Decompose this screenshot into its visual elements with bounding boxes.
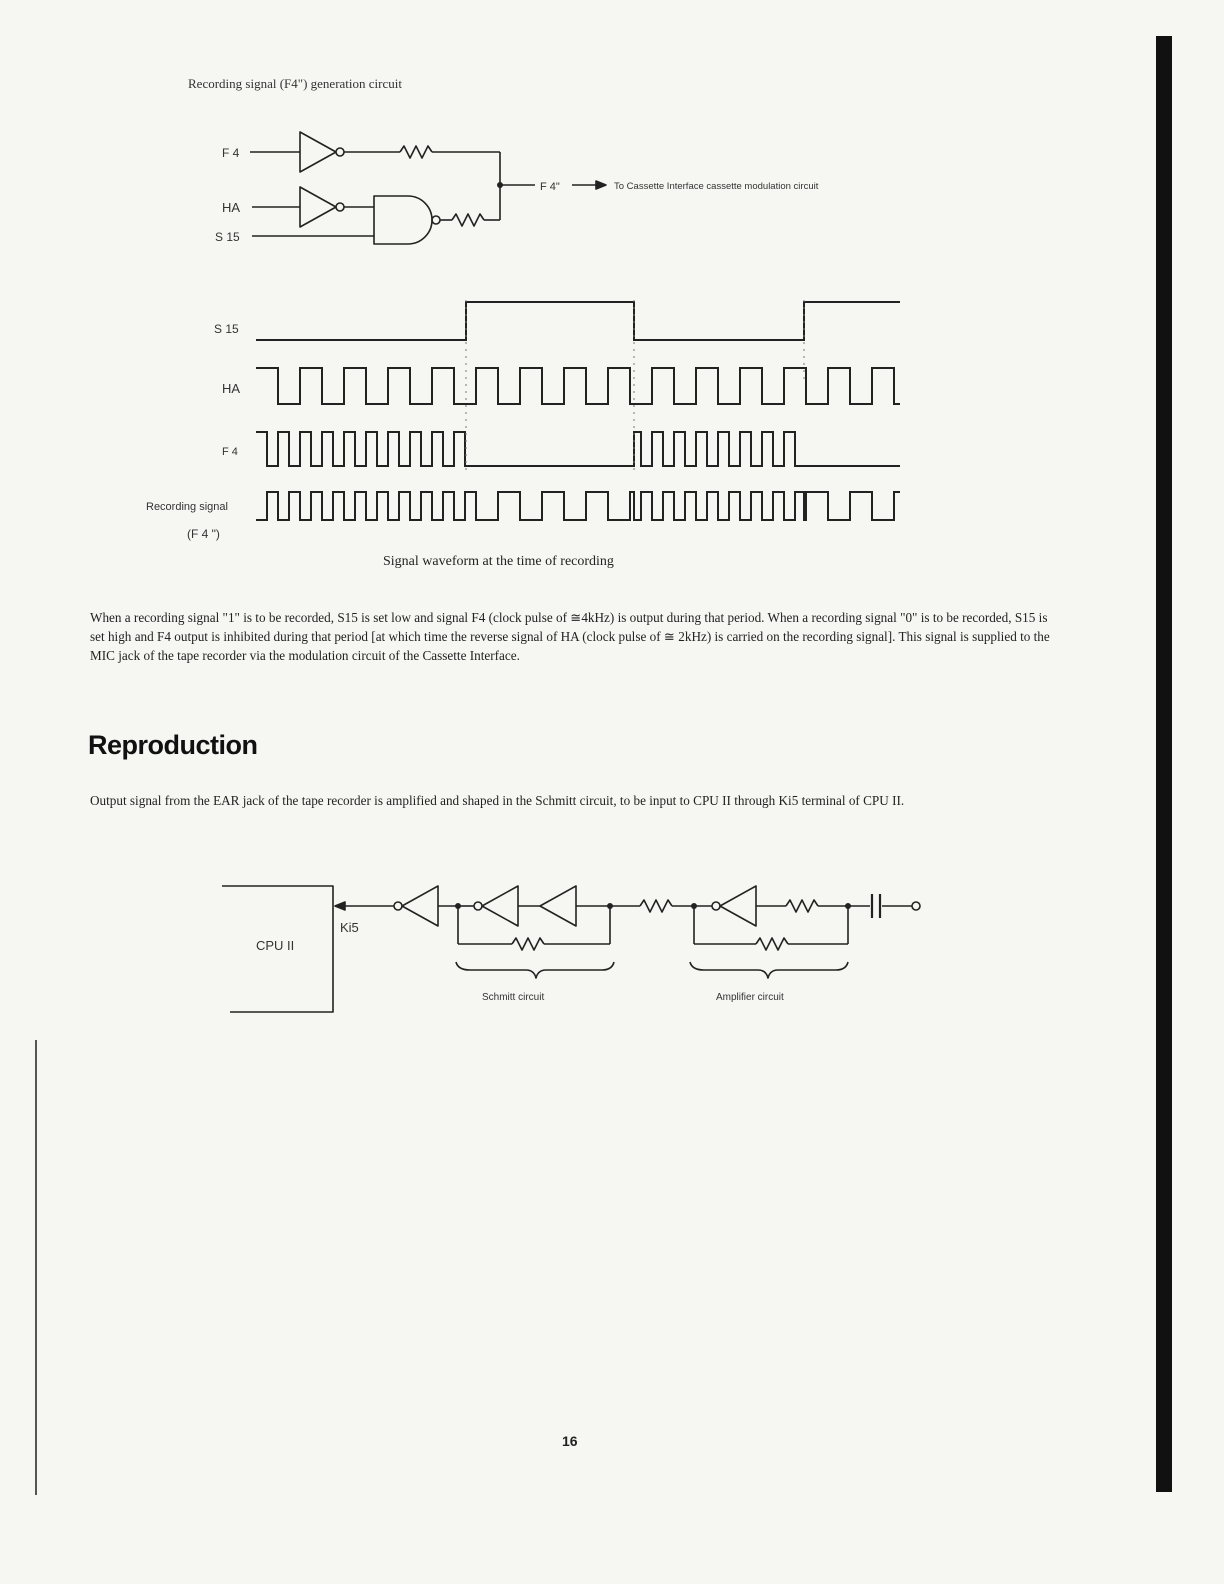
wave-label-ha: HA (222, 381, 241, 396)
resistor-amplifier-feedback (756, 938, 788, 950)
page-number: 16 (562, 1433, 578, 1449)
terminal-label-ki5: Ki5 (340, 920, 359, 935)
schmitt-brace (456, 962, 614, 978)
recording-description-paragraph: When a recording signal "1" is to be recorded, S15 is set low and signal F4 (clock pulse of ≅4kHz) is output during that period. When a recording signal "0" is to be recorded, S15 is set high and F4 output is inhibited during that period [at which time the reverse signal of HA (clock pulse of ≅ 2kHz) is carried on the recording signal]. This signal is supplied to the MIC jack of the tape recorder via the modulation circuit of the Cassette Interface. (90, 610, 1050, 663)
wave-label-s15: S 15 (214, 322, 239, 336)
gen-label-f4: F 4 (222, 146, 240, 160)
gen-label-output: F 4" (540, 181, 560, 193)
recording-signal-waveform (256, 492, 900, 520)
timing-diagram (256, 302, 900, 520)
ha-waveform (256, 368, 900, 404)
gen-label-destination: To Cassette Interface cassette modulation circuit (614, 181, 819, 192)
inverter-amplifier (720, 886, 756, 926)
generation-junction-dots (497, 182, 503, 188)
wave-label-f4: F 4 (222, 446, 238, 458)
generation-circuit-caption: Recording signal (F4") generation circuit (188, 76, 402, 91)
resistor-f4 (400, 146, 432, 158)
wave-label-recording: Recording signal (146, 501, 228, 513)
resistor-series (640, 900, 672, 912)
reproduction-description-paragraph: Output signal from the EAR jack of the tape recorder is amplified and shaped in the Schmitt circuit, to be input to CPU II through Ki5 terminal of CPU II. (90, 793, 905, 808)
inverter-1 (402, 886, 438, 926)
inverter-2 (482, 886, 518, 926)
f4-waveform (256, 432, 900, 466)
nand-gate (374, 196, 432, 244)
schmitt-circuit-label: Schmitt circuit (482, 992, 545, 1003)
gen-label-ha: HA (222, 200, 241, 215)
resistor-schmitt-feedback (512, 938, 544, 950)
resistor-nand (452, 214, 484, 226)
section-title-reproduction: Reproduction (88, 730, 258, 760)
waveform-caption: Signal waveform at the time of recording (383, 554, 614, 569)
wave-label-recording-sub: (F 4 ") (187, 527, 220, 541)
resistor-amplifier-input (786, 900, 818, 912)
reproduction-circuit-schematic (222, 886, 920, 1012)
gen-label-s15: S 15 (215, 230, 240, 244)
amplifier-circuit-label: Amplifier circuit (716, 992, 784, 1003)
ear-input-terminal (912, 902, 920, 910)
inverter-3 (540, 886, 576, 926)
cpu-label: CPU II (256, 938, 295, 953)
s15-waveform (256, 302, 900, 340)
inverter-gate-f4 (300, 132, 336, 172)
amplifier-brace (690, 962, 848, 978)
inverter-gate-ha (300, 187, 336, 227)
